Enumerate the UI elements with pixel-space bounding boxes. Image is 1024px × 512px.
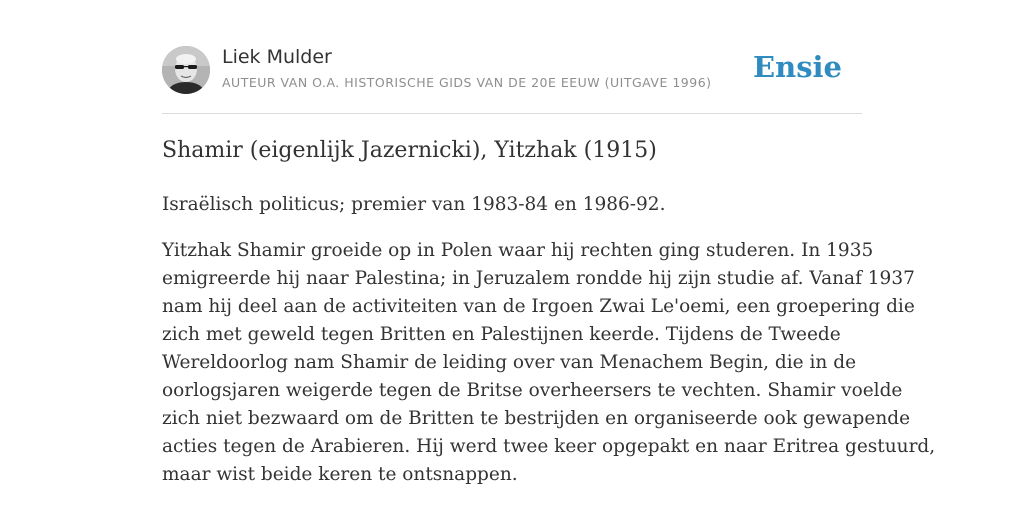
author-avatar[interactable] (162, 46, 210, 94)
author-photo-icon (162, 46, 210, 94)
body-line: emigreerde hij naar Palestina; in Jeruzalem rondde hij zijn studie af. Vanaf 1937 (162, 268, 915, 289)
author-name[interactable]: Liek Mulder (222, 46, 332, 68)
article-lead: Israëlisch politicus; premier van 1983-84 en 1986-92. (162, 194, 666, 215)
author-description: AUTEUR VAN O.A. HISTORISCHE GIDS VAN DE 20E EEUW (UITGAVE 1996) (222, 75, 712, 90)
author-header (162, 46, 862, 96)
ensie-logo[interactable]: Ensie (753, 50, 842, 84)
body-line: acties tegen de Arabieren. Hij werd twee keer opgepakt en naar Eritrea gestuurd, (162, 436, 936, 457)
body-line: zich niet bezwaard om de Britten te bestrijden en organiseerde ook gewapende (162, 408, 911, 429)
article-body (162, 237, 936, 489)
body-line: maar wist beide keren te ontsnappen. (162, 464, 518, 485)
body-line: nam hij deel aan de activiteiten van de Irgoen Zwai Le'oemi, een groepering die (162, 296, 915, 317)
body-line: oorlogsjaren weigerde tegen de Britse overheersers te vechten. Shamir voelde (162, 380, 903, 401)
body-line: Wereldoorlog nam Shamir de leiding over van Menachem Begin, die in de (162, 352, 857, 373)
article-title: Shamir (eigenlijk Jazernicki), Yitzhak (1915) (162, 138, 657, 163)
header-divider (162, 113, 862, 114)
body-line: Yitzhak Shamir groeide op in Polen waar hij rechten ging studeren. In 1935 (162, 240, 874, 261)
body-line: zich met geweld tegen Britten en Palestijnen keerde. Tijdens de Tweede (162, 324, 841, 345)
